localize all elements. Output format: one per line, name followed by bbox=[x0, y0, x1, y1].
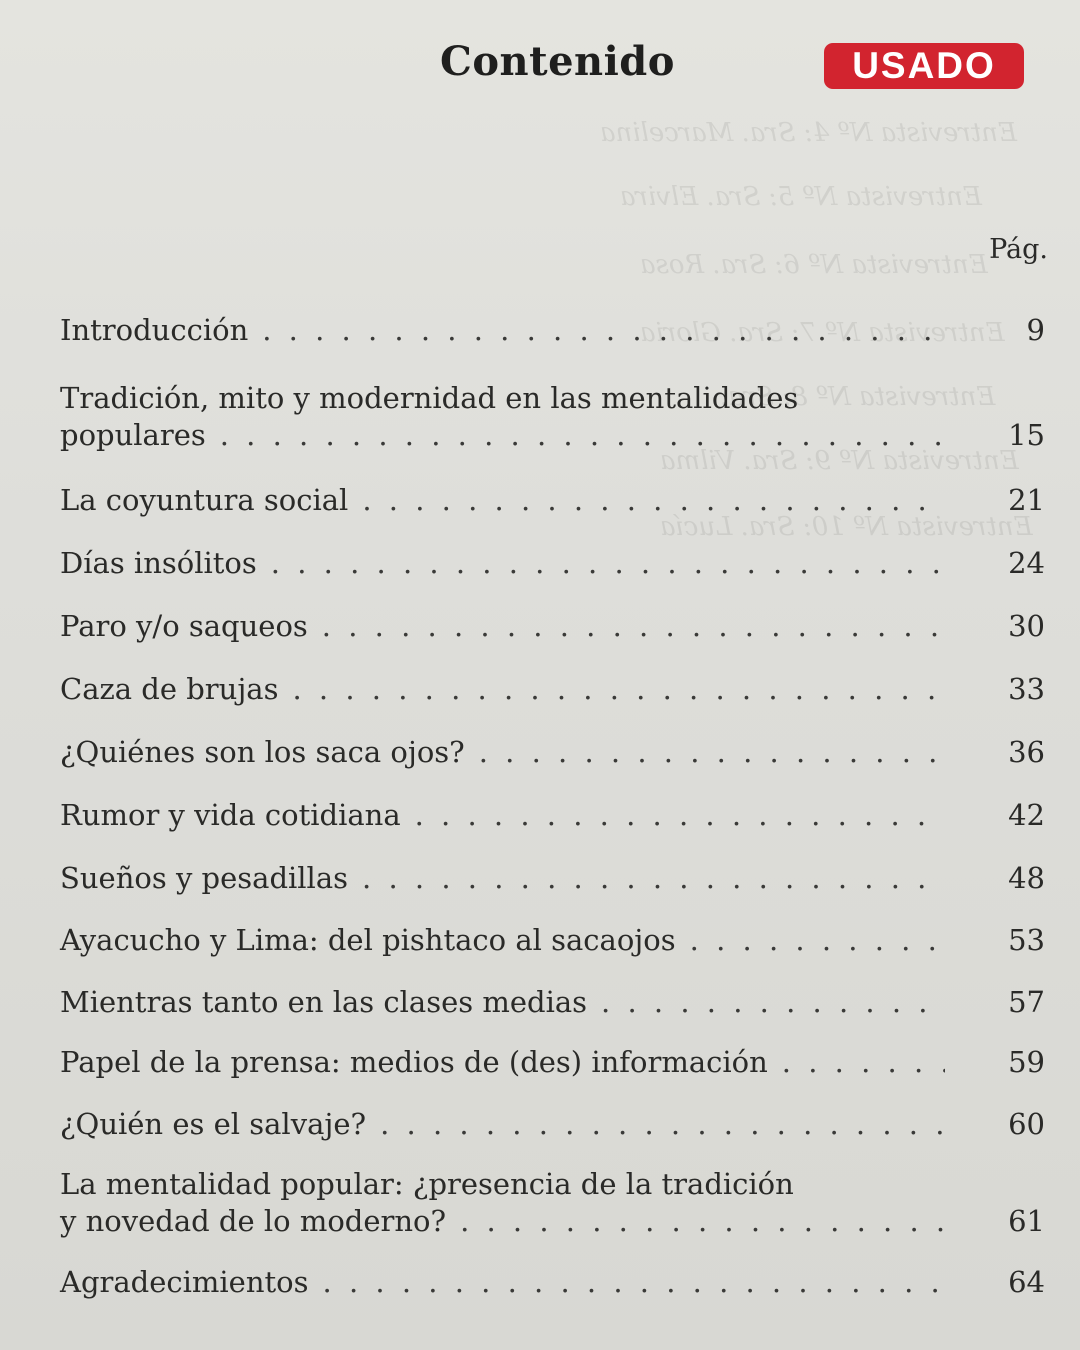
toc-entry-page: 57 bbox=[1008, 985, 1045, 1019]
leader-dots bbox=[322, 608, 945, 645]
toc-entry-page: 64 bbox=[1008, 1265, 1045, 1299]
leader-dots bbox=[601, 984, 945, 1021]
toc-entry-title: La coyuntura social bbox=[60, 483, 349, 517]
toc-entry-title: populares bbox=[60, 418, 206, 452]
toc-entry-page: 21 bbox=[1008, 483, 1045, 517]
show-through-text: Entrevista Nº 5: Sra. Elvira bbox=[620, 182, 982, 212]
toc-entry bbox=[60, 860, 1045, 897]
toc-entry bbox=[60, 1106, 1045, 1143]
leader-dots bbox=[271, 545, 945, 582]
toc-entry bbox=[60, 482, 1045, 519]
toc-entry bbox=[60, 671, 1045, 708]
leader-dots bbox=[460, 1203, 945, 1240]
toc-entry-title: Introducción bbox=[60, 313, 249, 347]
toc-entry bbox=[60, 312, 1045, 349]
toc-entry-title: ¿Quiénes son los saca ojos? bbox=[60, 735, 465, 769]
toc-entry-page: 48 bbox=[1008, 861, 1045, 895]
toc-entry-title-line1: Tradición, mito y modernidad en las mentalidades bbox=[60, 381, 799, 415]
toc-entry-title: Días insólitos bbox=[60, 546, 257, 580]
toc-entry-title: Ayacucho y Lima: del pishtaco al sacaojos bbox=[60, 923, 676, 957]
toc-entry bbox=[60, 922, 1045, 959]
show-through-text: Entrevista Nº 4: Sra. Marcelina bbox=[600, 118, 1018, 148]
leader-dots bbox=[292, 671, 945, 708]
toc-entry-page: 60 bbox=[1008, 1107, 1045, 1141]
toc-entry bbox=[60, 608, 1045, 645]
toc-entry bbox=[60, 1264, 1045, 1301]
leader-dots bbox=[782, 1044, 945, 1081]
leader-dots bbox=[380, 1106, 945, 1143]
toc-entry-page: 36 bbox=[1008, 735, 1045, 769]
leader-dots bbox=[220, 417, 945, 454]
leader-dots bbox=[262, 312, 945, 349]
toc-entry bbox=[60, 984, 1045, 1021]
toc-entry-title: y novedad de lo moderno? bbox=[60, 1204, 447, 1238]
leader-dots bbox=[690, 922, 945, 959]
toc-entry-title: Mientras tanto en las clases medias bbox=[60, 985, 588, 1019]
show-through-text: Entrevista Nº 9: Sra. Vilma bbox=[660, 446, 1019, 476]
leader-dots bbox=[362, 860, 945, 897]
toc-entry-page: 59 bbox=[1008, 1045, 1045, 1079]
toc-entry-title: ¿Quién es el salvaje? bbox=[60, 1107, 367, 1141]
toc-entry bbox=[60, 797, 1045, 834]
page-title: Contenido bbox=[440, 38, 675, 85]
toc-entry-title: Agradecimientos bbox=[60, 1265, 309, 1299]
toc-entry bbox=[60, 545, 1045, 582]
show-through-text: Entrevista Nº 8: Sra. bbox=[720, 382, 996, 412]
toc-entry-page: 15 bbox=[1008, 418, 1045, 452]
leader-dots bbox=[479, 734, 945, 771]
toc-entry-page: 33 bbox=[1008, 672, 1045, 706]
toc-entry-title-line1: La mentalidad popular: ¿presencia de la tradición bbox=[60, 1167, 794, 1201]
toc-entry-page: 9 bbox=[1026, 313, 1045, 347]
toc-entry-title: Rumor y vida cotidiana bbox=[60, 798, 401, 832]
toc-entry-title: Caza de brujas bbox=[60, 672, 279, 706]
leader-dots bbox=[415, 797, 945, 834]
toc-entry bbox=[60, 1044, 1045, 1081]
toc-entry-page: 61 bbox=[1008, 1204, 1045, 1238]
toc-entry-page: 42 bbox=[1008, 798, 1045, 832]
leader-dots bbox=[362, 482, 945, 519]
leader-dots bbox=[323, 1264, 945, 1301]
toc-entry-title: Sueños y pesadillas bbox=[60, 861, 349, 895]
toc-entry bbox=[60, 1166, 1045, 1240]
used-badge: USADO bbox=[824, 43, 1024, 89]
toc-entry bbox=[60, 734, 1045, 771]
toc-entry-title: Papel de la prensa: medios de (des) información bbox=[60, 1045, 768, 1079]
toc-entry-page: 53 bbox=[1008, 923, 1045, 957]
page-column-label: Pág. bbox=[989, 234, 1048, 265]
toc-entry bbox=[60, 380, 1045, 454]
show-through-text: Entrevista Nº 6: Sra. Rosa bbox=[640, 250, 988, 280]
show-through-text: Entrevista Nº 7: Sra. Gloria bbox=[640, 318, 1005, 348]
toc-entry-page: 24 bbox=[1008, 546, 1045, 580]
toc-entry-page: 30 bbox=[1008, 609, 1045, 643]
show-through-text: Entrevista Nº 10: Sra. Lucía bbox=[660, 512, 1033, 542]
toc-entry-title: Paro y/o saqueos bbox=[60, 609, 308, 643]
